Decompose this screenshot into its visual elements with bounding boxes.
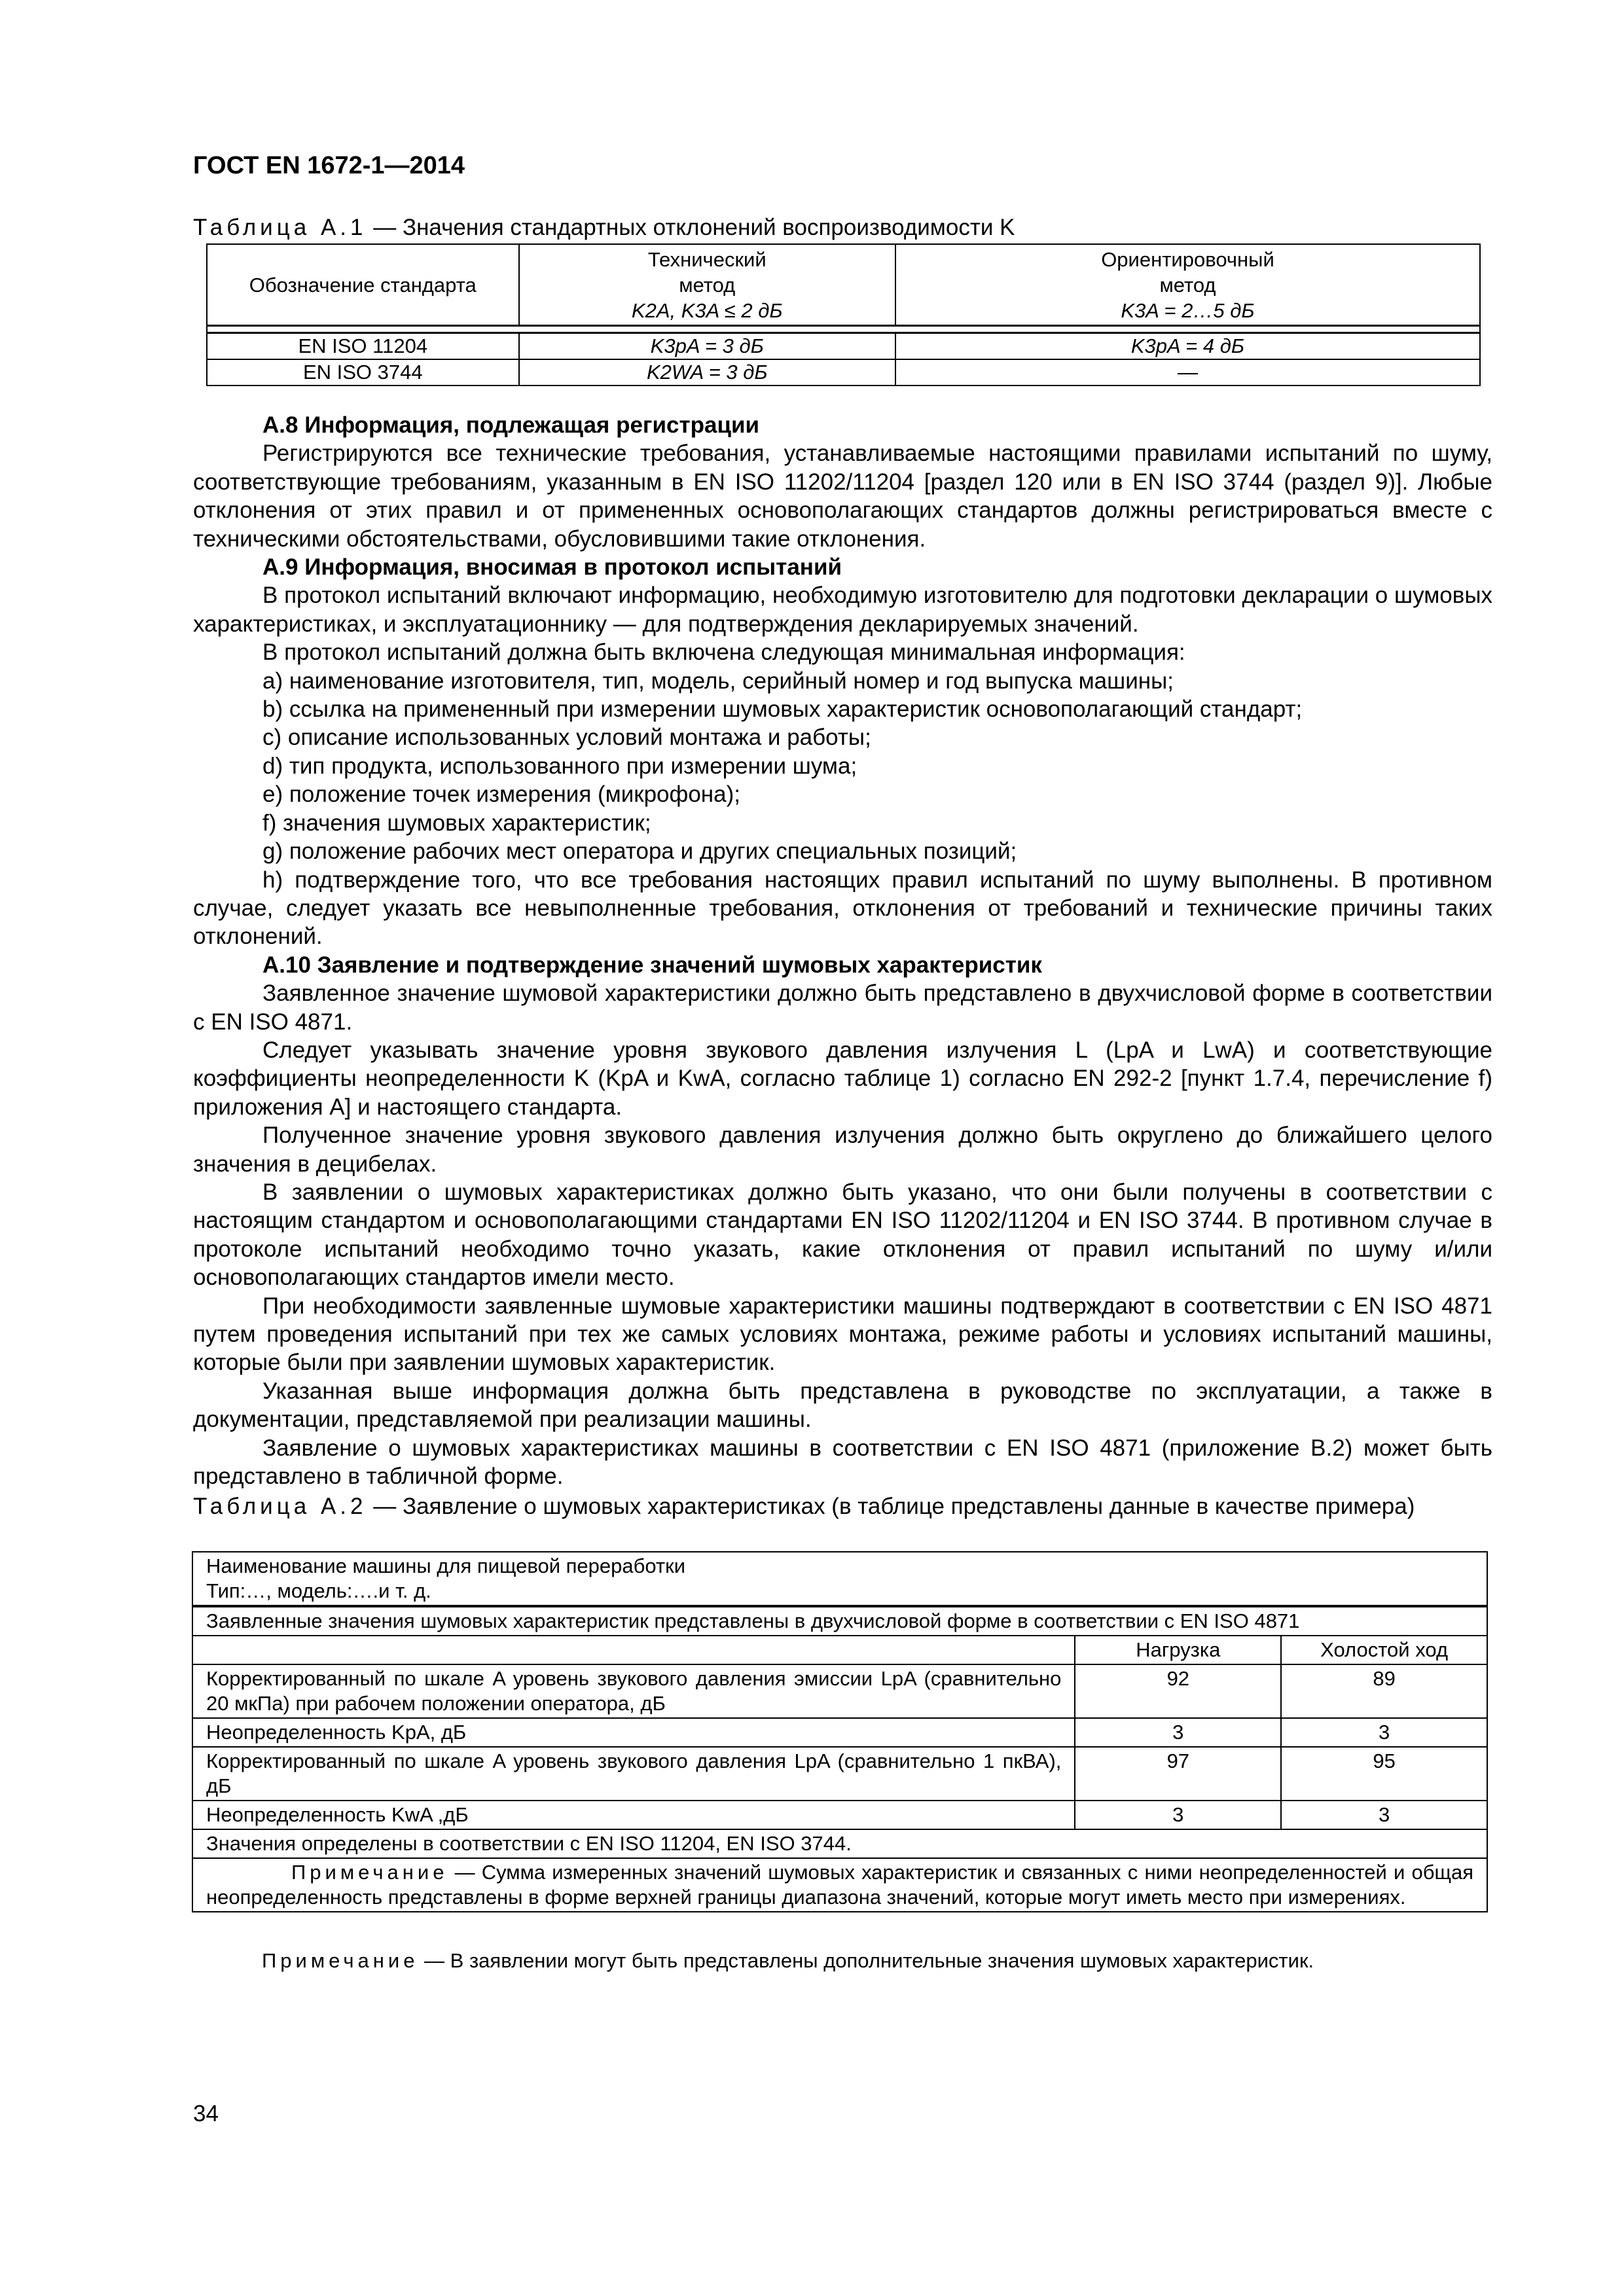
table2-cell-load: 97	[1075, 1747, 1281, 1801]
table2-declared-row	[192, 1606, 1487, 1636]
list-item: d) тип продукта, использованного при измерении шума;	[262, 753, 857, 779]
table1-row	[207, 359, 1480, 386]
table1-cell-technical: K2WA = 3 дБ	[519, 359, 895, 386]
table-row	[192, 1747, 1487, 1801]
section-a8-paragraph: Регистрируются все технические требования, устанавливаемые настоящими правилами испытаний по шуму, соответствующие требованиям, указанным в EN ISO 11202/11204 [раздел 120 или в EN ISO 3744 (раздел 9)]. Любые отклонения от этих правил и от примененных основополагающих стандартов должны регистрироваться вместе с техническими обстоятельствами, обусловившими такие отклонения.	[193, 440, 1492, 552]
table1-col-technical	[519, 244, 895, 326]
footer-note-label: Примечание	[262, 1949, 419, 1972]
table2-col-load: Нагрузка	[1075, 1636, 1281, 1664]
list-item: f) значения шумовых характеристик;	[262, 810, 651, 836]
table-row	[192, 1664, 1487, 1718]
table2-note-text: — Сумма измеренных значений шумовых характеристик и связанных с ними неопределенностей и общая неопределенность представлены в форме верхней границы диапазона значений, которые могут иметь место при измерениях.	[206, 1861, 1473, 1909]
table1-caption-text: — Значения стандартных отклонений воспроизводимости K	[367, 215, 1015, 240]
section-a9-paragraph: В протокол испытаний должна быть включена следующая минимальная информация:	[262, 639, 1185, 666]
table1-cell-approx: —	[895, 359, 1480, 386]
table2-note-cell	[192, 1858, 1487, 1912]
table1-caption-label: Таблица А.1	[193, 215, 367, 240]
section-a10-heading: А.10 Заявление и подтверждение значений шумовых характеристик	[262, 952, 1042, 978]
table-row	[192, 1718, 1487, 1747]
table1-cell-approx: K3pA = 4 дБ	[895, 333, 1480, 360]
section-a10-paragraph: Заявленное значение шумовой характеристики должно быть представлено в двухчисловой форме в соответствии с EN ISO 4871.	[193, 980, 1492, 1035]
table2-declared-cell: Заявленные значения шумовых характеристик представлены в двухчисловой форме в соответствии с EN ISO 4871	[192, 1606, 1487, 1636]
section-a9-paragraph: В протокол испытаний включают информацию, необходимую изготовителю для подготовки декларации о шумовых характеристиках, и эксплуатационнику — для подтверждения декларируемых значений.	[193, 583, 1492, 637]
table2-cell-load: 3	[1075, 1801, 1281, 1829]
table2-cell-idle: 3	[1281, 1718, 1487, 1747]
section-a9-heading: А.9 Информация, вносимая в протокол испытаний	[262, 554, 842, 581]
page-number: 34	[193, 2101, 219, 2126]
table2-row-label: Корректированный по шкале A уровень звукового давления эмиссии LpA (сравнительно 20 мкПа) при рабочем положении оператора, дБ	[192, 1664, 1075, 1718]
table2	[192, 1551, 1488, 1912]
document-header: ГОСТ EN 1672-1—2014	[193, 152, 465, 179]
table1-cell-standard: EN ISO 11204	[207, 333, 519, 360]
table1-cell-standard: EN ISO 3744	[207, 359, 519, 386]
table1-col-approx	[895, 244, 1480, 326]
table2-note-row	[192, 1858, 1487, 1912]
section-a8-heading: А.8 Информация, подлежащая регистрации	[262, 412, 760, 438]
list-item: c) описание использованных условий монтажа и работы;	[262, 725, 871, 751]
table1-col-technical-l2: метод	[679, 273, 736, 296]
table2-cell-idle: 3	[1281, 1801, 1487, 1829]
table2-cell-load: 92	[1075, 1664, 1281, 1718]
section-a10-paragraph: При необходимости заявленные шумовые характеристики машины подтверждают в соответствии с EN ISO 4871 путем проведения испытаний при тех же самых условиях монтажа, режиме работы и условиях испытаний машины, которые были при заявлении шумовых характеристик.	[193, 1293, 1492, 1376]
table1-cell-technical: K3pA = 3 дБ	[519, 333, 895, 360]
table2-machine-type: Тип:…, модель:….и т. д.	[206, 1579, 431, 1602]
body-text	[193, 411, 1492, 1490]
table2-cell-idle: 95	[1281, 1747, 1487, 1801]
table1-caption	[193, 215, 1015, 241]
table1-row	[207, 333, 1480, 360]
table2-col-idle: Холостой ход	[1281, 1636, 1487, 1664]
section-a10-paragraph: В заявлении о шумовых характеристиках должно быть указано, что они были получены в соответствии с настоящим стандартом и основополагающими стандартами EN ISO 11202/11204 и EN ISO 3744. В противном случае в протоколе испытаний необходимо точно указать, какие отклонения от правил испытаний по шуму и/или основополагающих стандартов имели место.	[193, 1179, 1492, 1291]
table2-row-label: Неопределенность KpA, дБ	[192, 1718, 1075, 1747]
table2-machine-name: Наименование машины для пищевой переработки	[206, 1554, 686, 1577]
table2-cell-load: 3	[1075, 1718, 1281, 1747]
section-a10-paragraph: Заявление о шумовых характеристиках машины в соответствии с EN ISO 4871 (приложение В.2) может быть представлено в табличной форме.	[193, 1435, 1492, 1490]
table2-determined-cell: Значения определены в соответствии с EN ISO 11204, EN ISO 3744.	[192, 1829, 1487, 1858]
table2-row-label: Неопределенность KwA ,дБ	[192, 1801, 1075, 1829]
list-item: b) ссылка на примененный при измерении шумовых характеристик основополагающий стандарт;	[262, 696, 1303, 723]
list-item: g) положение рабочих мест оператора и других специальных позиций;	[262, 838, 1017, 865]
footer-note	[262, 1949, 1314, 1973]
table1-col-approx-l2: метод	[1159, 273, 1216, 296]
table2-column-header-row	[192, 1636, 1487, 1664]
list-item: e) положение точек измерения (микрофона);	[262, 781, 740, 808]
table2-empty-header	[192, 1636, 1075, 1664]
table1-col-approx-l3: K3A = 2…5 дБ	[1121, 298, 1255, 322]
footer-note-text: — В заявлении могут быть представлены дополнительные значения шумовых характеристик.	[418, 1949, 1314, 1972]
table2-caption-label: Таблица А.2	[193, 1494, 367, 1519]
table2-caption-text: — Заявление о шумовых характеристиках (в таблице представлены данные в качестве примера)	[367, 1494, 1415, 1519]
table1-col-technical-l1: Технический	[647, 247, 767, 271]
section-a10-paragraph: Полученное значение уровня звукового давления излучения должно быть округлено до ближайшего целого значения в децибелах.	[193, 1122, 1492, 1177]
section-a10-paragraph: Следует указывать значение уровня звукового давления излучения L (LpA и LwA) и соответствующие коэффициенты неопределенности K (KpA и KwA, согласно таблице 1) согласно EN 292-2 [пункт 1.7.4, перечисление f) приложения А] и настоящего стандарта.	[193, 1037, 1492, 1120]
table1-col-technical-l3: K2A, K3A ≤ 2 дБ	[631, 298, 783, 322]
table1	[206, 243, 1481, 386]
table1-separator	[207, 326, 1480, 333]
table2-cell-idle: 89	[1281, 1664, 1487, 1718]
list-item: a) наименование изготовителя, тип, модель, серийный номер и год выпуска машины;	[262, 668, 1174, 694]
table2-machine-row	[192, 1552, 1487, 1606]
table-row	[192, 1801, 1487, 1829]
table1-col-standard: Обозначение стандарта	[207, 244, 519, 326]
table2-row-label: Корректированный по шкале A уровень звукового давления LpA (сравнительно 1 пкВА), дБ	[192, 1747, 1075, 1801]
table2-machine-cell	[192, 1552, 1487, 1606]
table2-caption	[193, 1494, 1415, 1520]
table1-header-row	[207, 244, 1480, 326]
section-a10-paragraph: Указанная выше информация должна быть представлена в руководстве по эксплуатации, а также в документации, представляемой при реализации машины.	[193, 1378, 1492, 1433]
table2-determined-row	[192, 1829, 1487, 1858]
list-item: h) подтверждение того, что все требования настоящих правил испытаний по шуму выполнены. В противном случае, следует указать все невыполненные требования, отклонения от требований и технические причины таких отклонений.	[193, 867, 1492, 950]
table1-col-approx-l1: Ориентировочный	[1101, 247, 1274, 271]
table2-note-label: Примечание	[291, 1861, 448, 1884]
